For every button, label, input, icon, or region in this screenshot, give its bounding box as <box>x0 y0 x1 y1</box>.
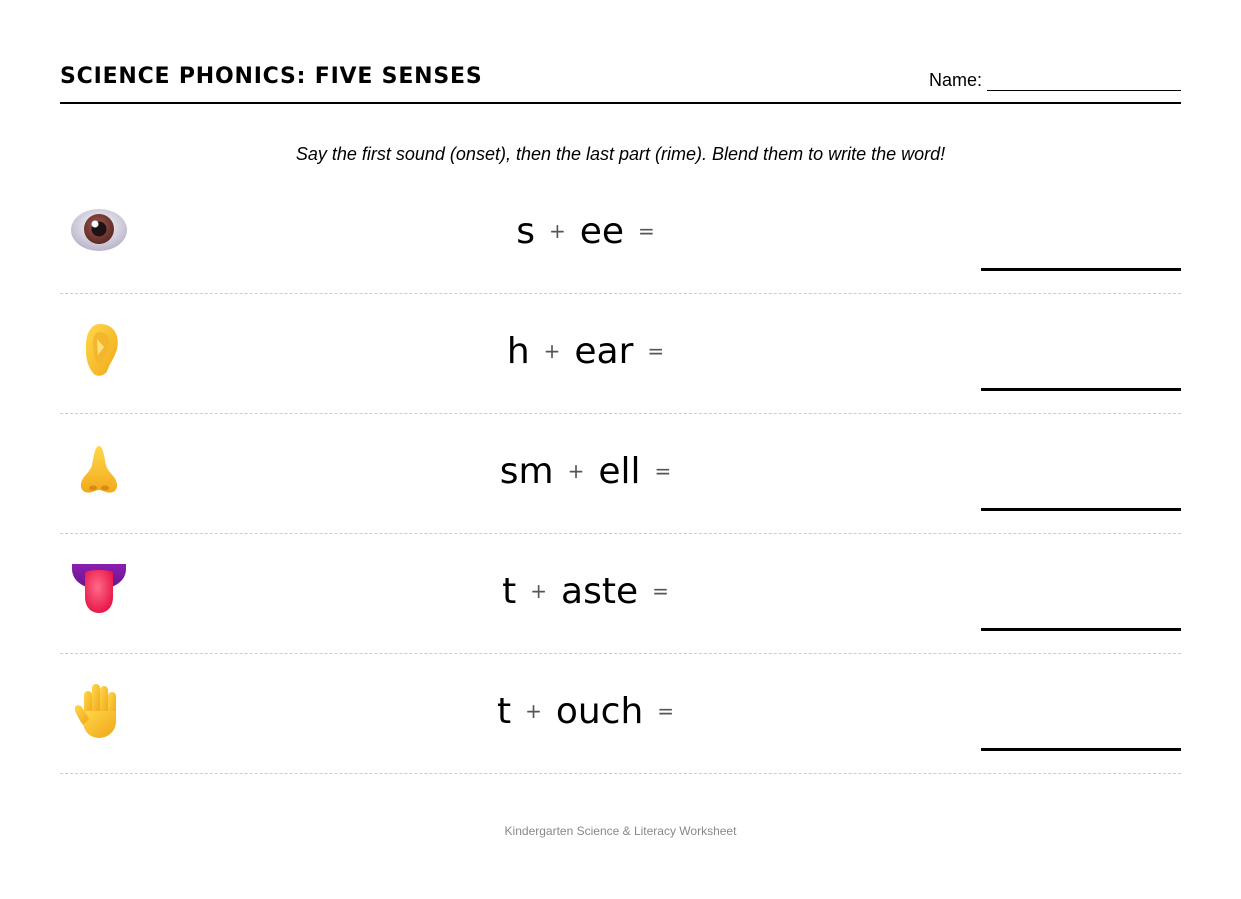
worksheet-page <box>60 0 1181 899</box>
footer-text: Kindergarten Science & Literacy Worksheet <box>504 824 737 838</box>
equation <box>60 413 1181 529</box>
rime: aste <box>561 570 639 612</box>
worksheet-header <box>60 60 1181 104</box>
plus-sign: + <box>548 219 566 243</box>
instructions: Say the first sound (onset), then the last part (rime). Blend them to write the word! <box>295 144 946 164</box>
plus-sign: + <box>525 699 542 723</box>
page-title: SCIENCE PHONICS: FIVE SENSES <box>60 64 483 89</box>
plus-sign: + <box>530 579 548 603</box>
equation <box>60 293 1181 409</box>
rime: ee <box>579 210 625 252</box>
onset: t <box>502 570 517 612</box>
equation <box>60 653 1181 769</box>
answer-line[interactable] <box>981 508 1181 511</box>
equals-sign: = <box>657 699 675 723</box>
equals-sign: = <box>638 219 655 243</box>
onset: sm <box>499 450 554 492</box>
phonics-row-see <box>60 173 1181 294</box>
name-field <box>929 70 1181 91</box>
phonics-row-smell <box>60 413 1181 534</box>
equation <box>60 173 1181 289</box>
answer-line[interactable] <box>981 748 1181 751</box>
answer-line[interactable] <box>981 388 1181 391</box>
onset: t <box>496 690 512 732</box>
equation <box>60 533 1181 649</box>
rime: ell <box>598 450 641 492</box>
plus-sign: + <box>567 459 585 483</box>
answer-line[interactable] <box>981 628 1181 631</box>
phonics-row-taste <box>60 533 1181 654</box>
onset: h <box>506 330 530 372</box>
onset: s <box>516 210 535 252</box>
name-label: Name: <box>928 70 982 90</box>
phonics-row-hear <box>60 293 1181 414</box>
equals-sign: = <box>652 579 669 603</box>
rime: ouch <box>555 690 644 732</box>
equals-sign: = <box>647 339 665 363</box>
rime: ear <box>574 330 634 372</box>
equals-sign: = <box>654 459 672 483</box>
plus-sign: + <box>543 339 561 363</box>
phonics-row-touch <box>60 653 1181 774</box>
name-blank-line[interactable] <box>987 72 1181 91</box>
answer-line[interactable] <box>981 268 1181 271</box>
